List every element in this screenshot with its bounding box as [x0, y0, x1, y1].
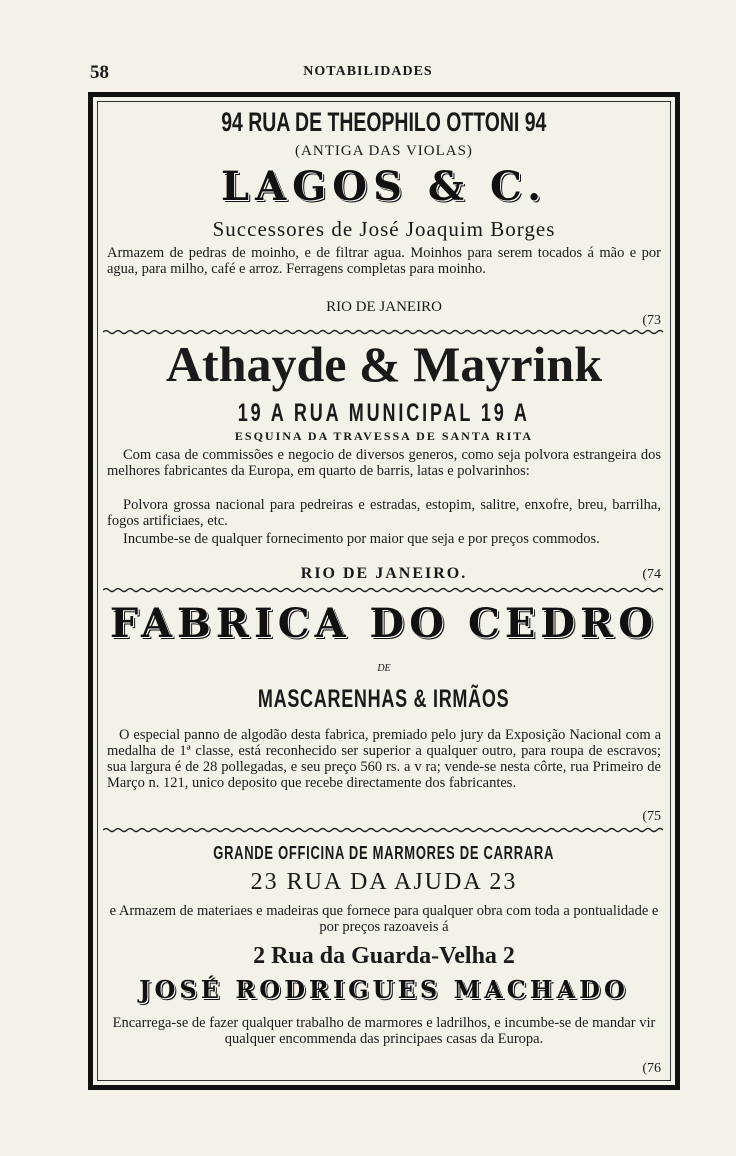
ad-reference: (76: [642, 1061, 661, 1076]
ad-address-1: 23 RUA DA AJUDA 23: [250, 869, 518, 895]
wavy-separator: [103, 587, 665, 593]
ad-text-3: Incumbe-se de qualquer fornecimento por maior que seja e por preços commodos.: [123, 531, 600, 547]
ad-address: 19 A RUA MUNICIPAL 19 A: [238, 399, 530, 427]
ad-subtitle: (ANTIGA DAS VIOLAS): [295, 143, 473, 159]
ad-text-2: Polvora grossa nacional para pedreiras e estradas, estopim, salitre, enxofre, breu, barrilha, fogos artificiaes, etc.: [107, 497, 661, 529]
ad-owner: JOSÉ RODRIGUES MACHADO: [139, 975, 629, 1004]
ad-text-2: Encarrega-se de fazer qualquer trabalho de marmores e ladrilhos, e incumbe-se de mandar vir qualquer encommenda das principaes casas da Europa.: [112, 1015, 656, 1047]
ad-reference: (74: [642, 567, 661, 582]
ad-successors: Successores de José Joaquim Borges: [212, 217, 556, 241]
advertisement-frame: [88, 92, 680, 1090]
running-title: NOTABILIDADES: [303, 64, 433, 79]
ad-text-1: Com casa de commissões e negocio de diversos generos, como seja polvora estrangeira dos melhores fabricantes da Europa, em quarto de barris, latas e polvarinhos:: [107, 447, 661, 479]
ad-firm-name: FABRICA DO CEDRO: [109, 600, 659, 647]
ad-address-2: 2 Rua da Guarda-Velha 2: [253, 943, 515, 969]
page-header: [0, 62, 736, 86]
page-number: 58: [90, 62, 109, 83]
ad-title: GRANDE OFFICINA DE MARMORES DE CARRARA: [213, 843, 555, 863]
ad-reference: (73: [642, 313, 661, 328]
ad-corner: ESQUINA DA TRAVESSA DE SANTA RITA: [234, 429, 534, 443]
ad-reference: (75: [642, 809, 661, 824]
ad-lagos: [103, 107, 665, 337]
ad-city: RIO DE JANEIRO: [326, 299, 442, 315]
ad-fabrica-do-cedro: [103, 597, 665, 835]
ad-firm-name: Athayde & Mayrink: [165, 336, 603, 392]
ad-text-1: e Armazem de materiaes e madeiras que fornece para qualquer obra com toda a pontualidade e por preços razoaveis á: [109, 903, 659, 935]
ad-city: RIO DE JANEIRO.: [300, 565, 468, 582]
ad-de: DE: [377, 663, 391, 674]
wavy-separator: [103, 329, 665, 335]
ad-text: Armazem de pedras de moinho, e de filtrar agua. Moinhos para serem tocados á mão e por agua, para milho, café e arroz. Ferragens completas para moinho.: [107, 245, 661, 277]
ad-address: 94 RUA DE THEOPHILO OTTONI 94: [221, 107, 547, 137]
ad-text: O especial panno de algodão desta fabrica, premiado pelo jury da Exposição Nacional com a medalha de 1ª classe, está reconhecido ser superior a qualquer outro, para roupa de escravos; sua largura é de 28 pollegadas, e seu preço 560 rs. a v ra; vende-se nesta côrte, rua Primeiro de Março n. 121, unico deposito que recebe directamente dos fabricantes.: [107, 727, 661, 791]
ad-athayde-mayrink: [103, 337, 665, 593]
ad-officina-marmores: [103, 839, 665, 1087]
ad-owners: MASCARENHAS & IRMÃOS: [258, 685, 510, 713]
wavy-separator: [103, 827, 665, 833]
ad-firm-name: LAGOS & C.: [220, 163, 548, 210]
